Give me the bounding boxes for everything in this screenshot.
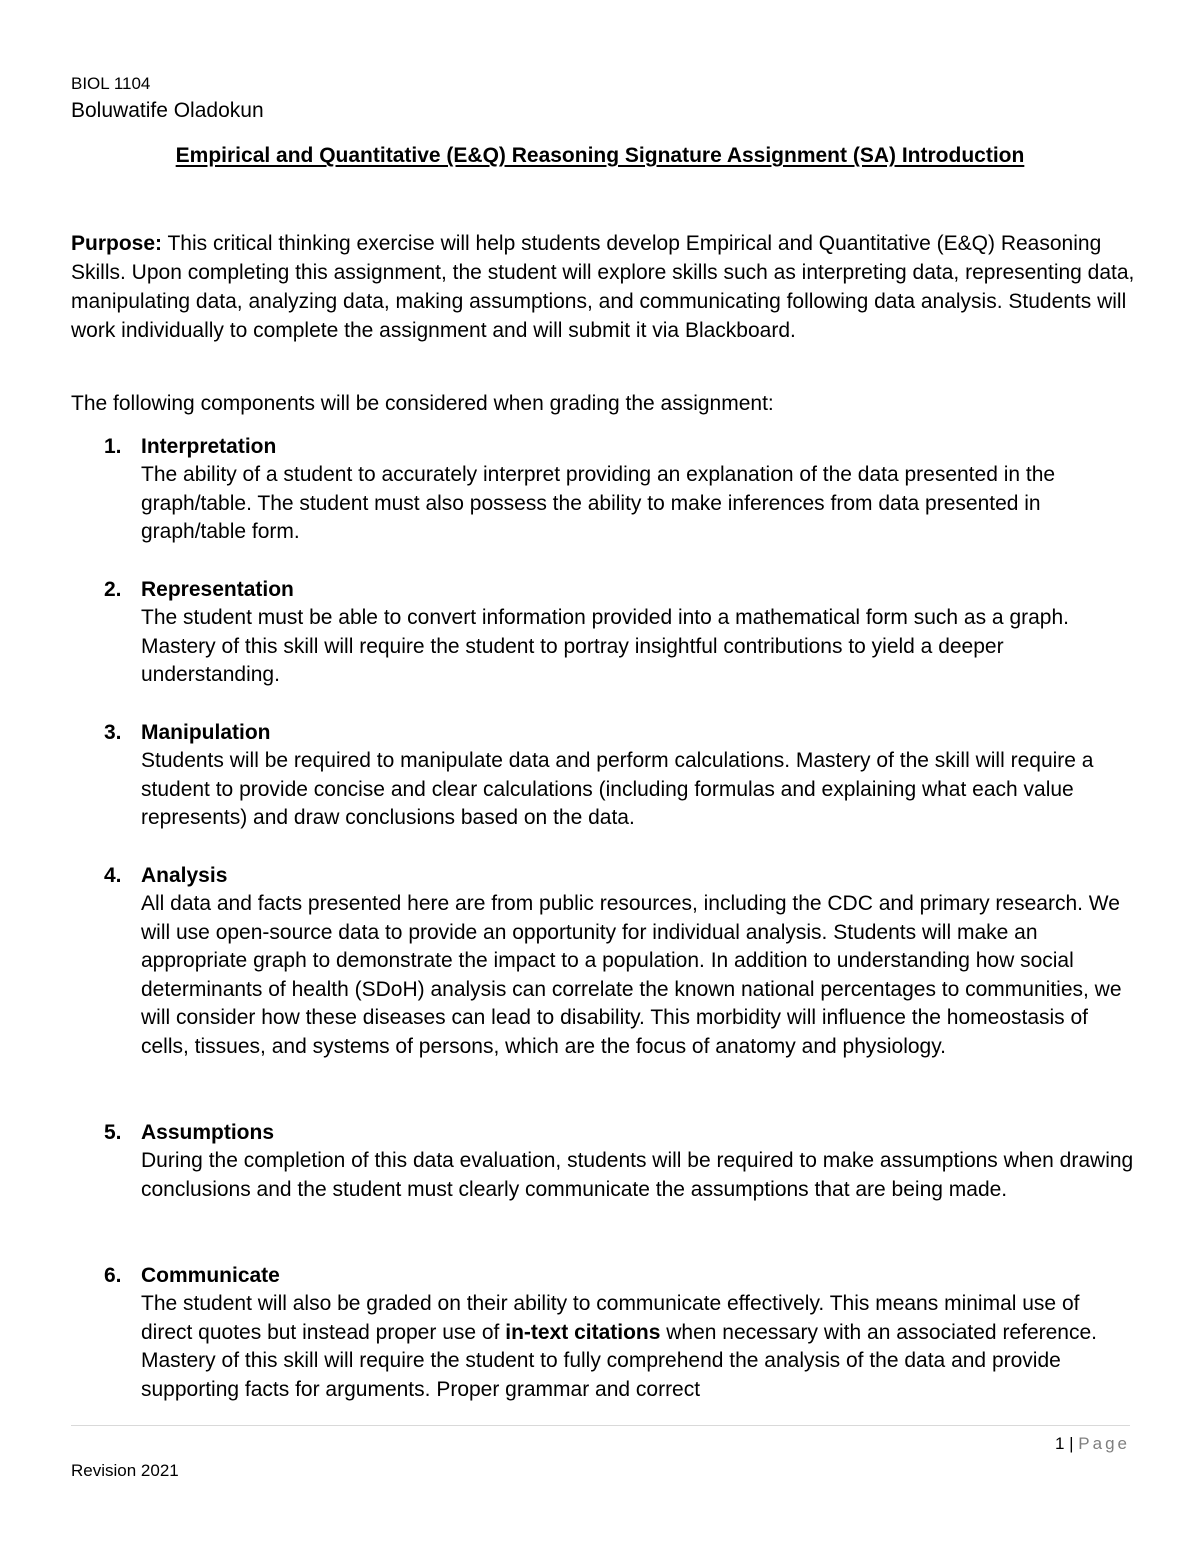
page-number: 1 — [1054, 1434, 1065, 1453]
page-number-footer — [1055, 1433, 1130, 1455]
criterion-heading: Communicate — [141, 1264, 280, 1287]
criterion-heading: Assumptions — [141, 1121, 275, 1144]
criterion-heading: Analysis — [141, 864, 228, 887]
criterion-number: 6. — [104, 1264, 122, 1287]
criterion-heading: Interpretation — [141, 435, 277, 458]
criterion-heading: Manipulation — [141, 721, 271, 744]
criterion-text-part: The student will also be graded on their ability to communicate effectively. This means minimal use of direct quotes but instead proper use of — [141, 1292, 1080, 1344]
document-title-text: Empirical and Quantitative (E&Q) Reasoning Signature Assignment (SA) Introduction — [175, 144, 1025, 167]
purpose-paragraph — [71, 229, 1141, 345]
criterion-number: 4. — [104, 864, 122, 887]
criterion-description: Students will be required to manipulate data and perform calculations. Mastery of the skill will require a student to provide concise and clear calculations (including formulas and explaining what each value represents) and draw conclusions based on the data. — [141, 749, 1094, 830]
purpose-label: Purpose: — [71, 232, 163, 255]
course-code: BIOL 1104 — [71, 74, 151, 93]
criterion-number: 2. — [104, 578, 122, 601]
document-title — [0, 142, 1200, 170]
criterion-number: 1. — [104, 435, 122, 458]
criterion-number: 5. — [104, 1121, 122, 1144]
page-label: Page — [1078, 1434, 1130, 1453]
criterion-heading: Representation — [141, 578, 294, 601]
criterion-description: The student must be able to convert information provided into a mathematical form such as a graph. Mastery of this skill will require the student to portray insightful contributions to yield a deeper understanding. — [141, 606, 1069, 687]
criterion-number: 3. — [104, 721, 122, 744]
page-separator: | — [1069, 1434, 1074, 1453]
criterion-text-part: when necessary with an associated reference. Mastery of this skill will require the student to fully comprehend the analysis of the data and provide supporting facts for arguments. Proper grammar and correct — [141, 1320, 1097, 1401]
in-text-citations-emphasis: in-text citations — [505, 1320, 661, 1344]
student-name: Boluwatife Oladokun — [71, 99, 264, 122]
criterion-description — [141, 1290, 1136, 1404]
criterion-description: All data and facts presented here are from public resources, including the CDC and primary research. We will use open-source data to provide an opportunity for individual analysis. Students will make an appropriate graph to demonstrate the impact to a population. In addition to understanding how social determinants of health (SDoH) analysis can correlate the known national percentages to communities, we will consider how these diseases can lead to disability. This morbidity will influence the homeostasis of cells, tissues, and systems of persons, which are the focus of anatomy and physiology. — [141, 892, 1122, 1058]
revision-note: Revision 2021 — [71, 1461, 179, 1480]
footer-divider — [71, 1425, 1130, 1426]
criterion-description: The ability of a student to accurately interpret providing an explanation of the data presented in the graph/table. The student must also possess the ability to make inferences from data presented in graph/table form. — [141, 463, 1056, 544]
grading-intro: The following components will be considered when grading the assignment: — [71, 392, 774, 415]
criterion-description: During the completion of this data evaluation, students will be required to make assumptions when drawing conclusions and the student must clearly communicate the assumptions that are being made. — [141, 1149, 1134, 1201]
purpose-text: This critical thinking exercise will help students develop Empirical and Quantitative (E&Q) Reasoning Skills. Upon completing this assignment, the student will explore skills such as interpreting data, representing data, manipulating data, analyzing data, making assumptions, and communicating following data analysis. Students will work individually to complete the assignment and will submit it via Blackboard. — [71, 232, 1135, 342]
